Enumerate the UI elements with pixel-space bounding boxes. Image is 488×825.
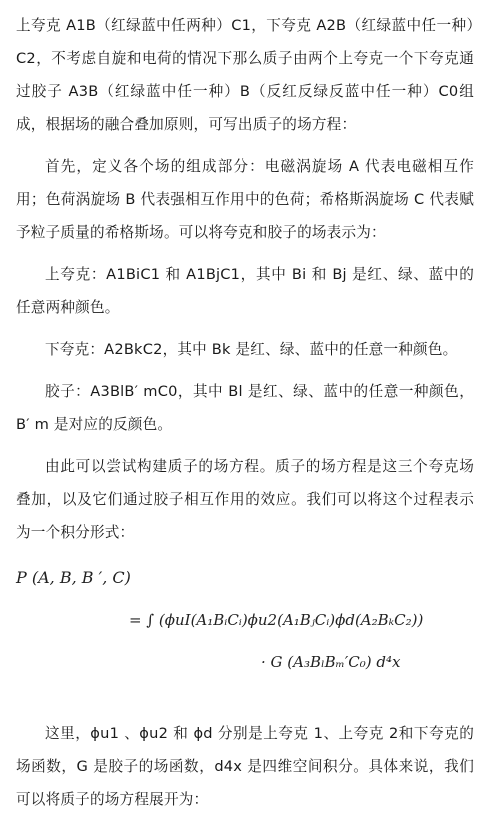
paragraph-up-quark: 上夸克：A1BiC1 和 A1BjC1，其中 Bi 和 Bj 是红、绿、蓝中的任意两种颜色。 <box>16 266 474 316</box>
paragraph-down-quark: 下夸克：A2BkC2，其中 Bk 是红、绿、蓝中的任意一种颜色。 <box>45 341 458 358</box>
equation-integral-line: = ∫ (ϕuI(A₁BᵢCᵢ)ϕu2(A₁BⱼCᵢ)ϕd(A₂BₖC₂)) <box>129 611 424 629</box>
paragraph-construct-equation: 由此可以尝试构建质子的场方程。质子的场方程是这三个夸克场叠加，以及它们通过胶子相互作用的效应。我们可以将这个过程表示为一个积分形式： <box>16 458 474 541</box>
paragraph-intro: 上夸克 A1B（红绿蓝中任两种）C1，下夸克 A2B（红绿蓝中任一种）C2，不考虑自旋和电荷的情况下那么质子由两个上夸克一个下夸克通过胶子 A3B（红绿蓝中任一种）B（反红反绿反蓝中任一种）C0组成，根据场的融合叠加原则，可写出质子的场方程： <box>16 17 474 133</box>
paragraph-explanation: 这里，ϕu1 、ϕu2 和 ϕd 分别是上夸克 1、上夸克 2和下夸克的场函数，G 是胶子的场函数，d4x 是四维空间积分。具体来说，我们可以将质子的场方程展开为： <box>16 725 474 808</box>
paragraph-field-definitions: 首先，定义各个场的组成部分：电磁涡旋场 A 代表电磁相互作用；色荷涡旋场 B 代表强相互作用中的色荷；希格斯涡旋场 C 代表赋予粒子质量的希格斯场。可以将夸克和胶子的场表示为： <box>16 158 474 241</box>
document-body <box>16 9 474 825</box>
paragraph-gluon: 胶子：A3BlB′ mC0，其中 Bl 是红、绿、蓝中的任意一种颜色，B′ m 是对应的反颜色。 <box>16 383 474 433</box>
proton-field-equation <box>16 558 474 695</box>
equation-lhs: P (A, B, B ′, C) <box>16 568 131 587</box>
equation-gluon-line: · G (A₃BₗBₘ′C₀) d⁴x <box>261 653 401 671</box>
